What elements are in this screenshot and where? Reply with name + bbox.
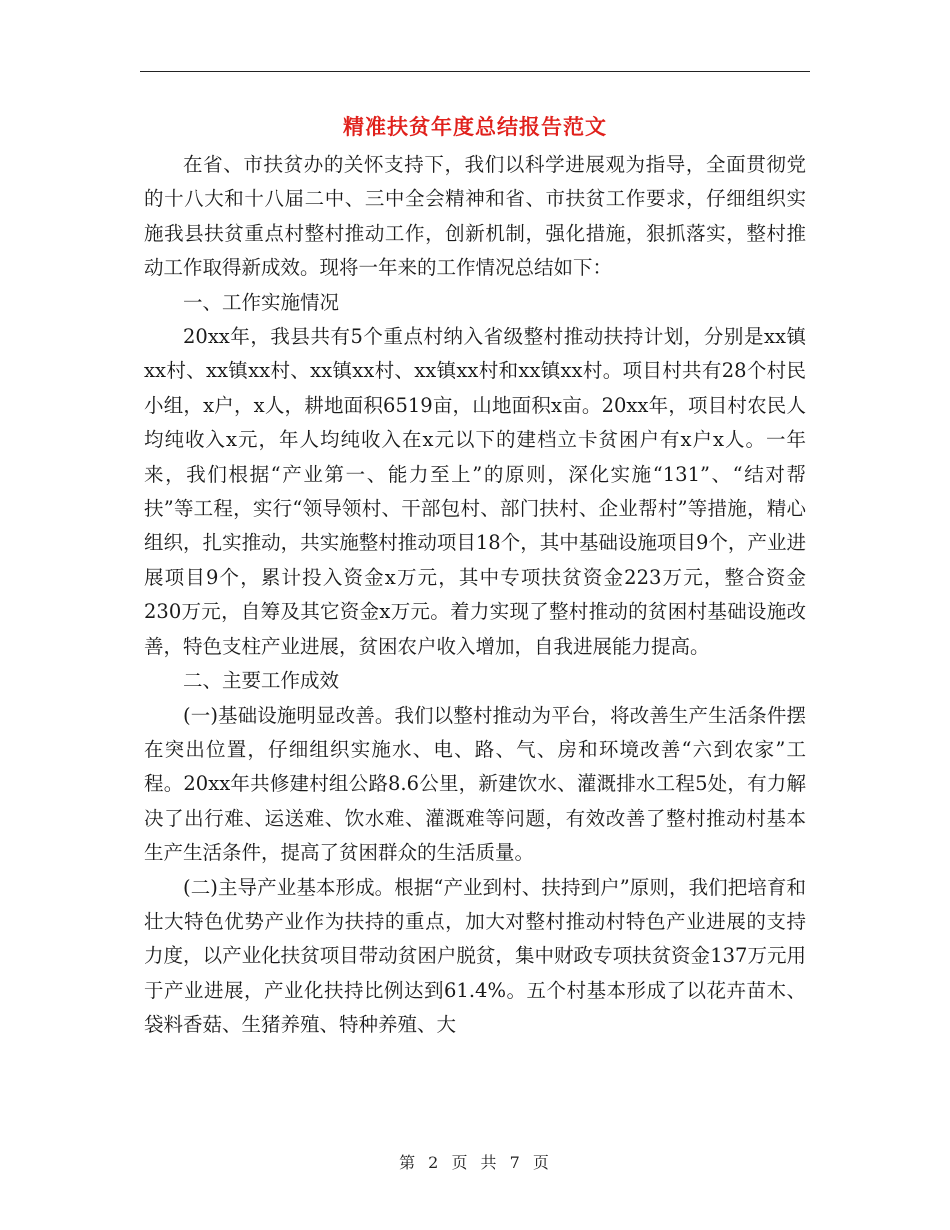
paragraph-industry: (二)主导产业基本形成。根据“产业到村、扶持到户”原则，我们把培育和壮大特色优势产业作为扶持的重点，加大对整村推动村特色产业进展的支持力度，以产业化扶贫项目带动贫困户脱贫，集中财政专项扶贫资金137万元用于产业进展，产业化扶持比例达到61.4%。五个村基本形成了以花卉苗木、袋料香菇、生猪养殖、特种养殖、大 [144, 875, 806, 1037]
page-number: 第 2 页 共 7 页 [399, 1153, 551, 1172]
paragraph-intro: 在省、市扶贫办的关怀支持下，我们以科学进展观为指导，全面贯彻党的十八大和十八届二中、三中全会精神和省、市扶贫工作要求，仔细组织实施我县扶贫重点村整村推动工作，创新机制，强化措施，狠抓落实，整村推动工作取得新成效。现将一年来的工作情况总结如下： [144, 153, 806, 280]
header-rule [140, 71, 810, 72]
document-title: 精准扶贫年度总结报告范文 [343, 115, 607, 139]
paragraph-infrastructure: (一)基础设施明显改善。我们以整村推动为平台，将改善生产生活条件摆在突出位置，仔细组织实施水、电、路、气、房和环境改善“六到农家”工程。20xx年共修建村组公路8.6公里，新建饮水、灌溉排水工程5处，有力解决了出行难、运送难、饮水难、灌溉难等问题，有效改善了整村推动村基本生产生活条件，提高了贫困群众的生活质量。 [144, 703, 806, 865]
section-heading-achievements: 二、主要工作成效 [183, 669, 340, 693]
paragraph-implementation: 20xx年，我县共有5个重点村纳入省级整村推动扶持计划，分别是xx镇xx村、xx镇xx村、xx镇xx村、xx镇xx村和xx镇xx村。项目村共有28个村民小组，x户，x人，耕地面积6519亩，山地面积x亩。20xx年，项目村农民人均纯收入x元，年人均纯收入在x元以下的建档立卡贫困户有x户x人。一年来，我们根据“产业第一、能力至上”的原则，深化实施“131”、“结对帮扶”等工程，实行“领导领村、干部包村、部门扶村、企业帮村”等措施，精心组织，扎实推动，共实施整村推动项目18个，其中基础设施项目9个，产业进展项目9个，累计投入资金x万元，其中专项扶贫资金223万元，整合资金230万元，自筹及其它资金x万元。着力实现了整村推动的贫困村基础设施改善，特色支柱产业进展，贫困农户收入增加，自我进展能力提高。 [144, 325, 806, 658]
section-heading-implementation: 一、工作实施情况 [183, 290, 340, 314]
document-body [144, 148, 806, 1043]
